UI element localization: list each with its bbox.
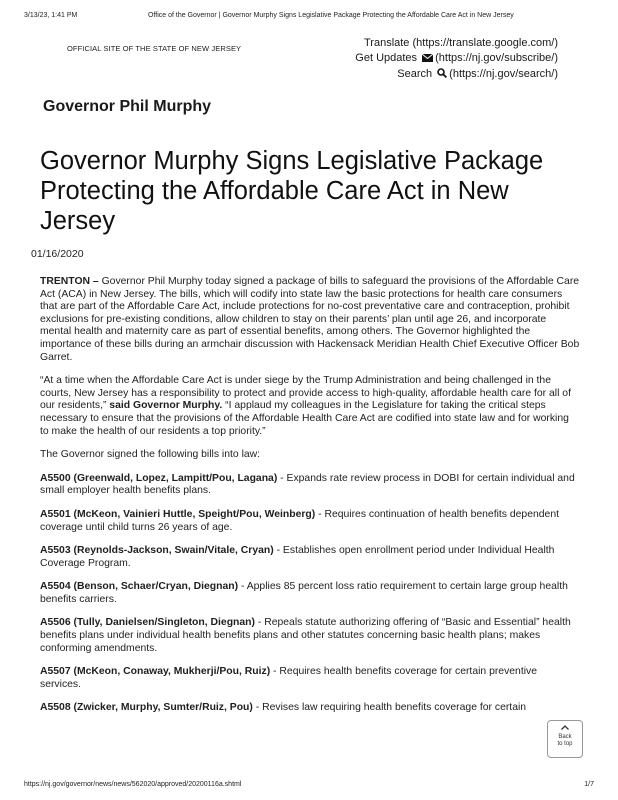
bill-item [40, 545, 580, 570]
dateline: TRENTON – [40, 276, 99, 287]
bill-desc: - Expands rate review process in DOBI for certain individual and small employer health benefits plans. [40, 472, 575, 497]
search-label: Search [397, 68, 433, 80]
bill-desc: - Requires continuation of health benefits dependent coverage until child turns 26 years of age. [40, 508, 559, 533]
bill-item [40, 509, 580, 534]
bill-desc: - Revises law requiring health benefits coverage for certain [252, 702, 527, 714]
bill-desc: - Establishes open enrollment period under Individual Health Coverage Program. [40, 545, 555, 569]
back-to-top-button[interactable] [547, 720, 583, 758]
bill-item [40, 702, 580, 715]
search-url: (https://nj.gov/search/) [449, 68, 558, 80]
get-updates-label: Get Updates [355, 52, 418, 64]
intro-paragraph [40, 276, 580, 364]
back-to-top-label-line1: Back [558, 734, 572, 740]
search-icon [437, 68, 447, 83]
print-url: https://nj.gov/governor/news/news/562020/approved/20200116a.shtml [24, 781, 242, 788]
bill-item [40, 473, 580, 498]
utility-links [355, 36, 558, 83]
bill-item [40, 666, 580, 691]
bill-id: A5503 (Reynolds-Jackson, Swain/Vitale, Cryan) [40, 545, 274, 557]
quote-part2: “I applaud my colleagues in the Legislature for taking the critical steps necessary to ensure that the provisions of the Affordable Health Care Act are codified into state law and for working to make the health of our residents a top priority.” [40, 400, 569, 437]
article-title: Governor Murphy Signs Legislative Package Protecting the Affordable Care Act in New Jersey [40, 147, 544, 235]
bill-id: A5506 (Tully, Danielsen/Singleton, Diegnan) [40, 617, 255, 629]
intro-text: Governor Phil Murphy today signed a package of bills to safeguard the provisions of the Affordable Care Act (ACA) in New Jersey. The bills, which will codify into state law the basic protections for health care consumers that are part of the Affordable Care Act, include protections for no-cost preventative care and contraception, prohibit exclusions for pre-existing conditions, allow children to stay on their parents’ plan until age 26, and incorporate mental health and maternity care as part of essential benefits, among others. The Governor highlighted the importance of these bills during an armchair discussion with Hackensack Meridian Health Chief Executive Officer Bob Garret. [40, 276, 580, 363]
quote-part1: “At a time when the Affordable Care Act is under siege by the Trump Administration and being challenged in the courts, New Jersey has a responsibility to protect and provide access to high-quality, affordable health care for all of our residents,” [40, 375, 571, 412]
get-updates-url: (https://nj.gov/subscribe/) [435, 52, 558, 64]
print-page-number: 1/7 [584, 781, 594, 788]
bill-id: A5501 (McKeon, Vainieri Huttle, Speight/Pou, Weinberg) [40, 508, 316, 520]
chevron-up-icon [548, 725, 582, 733]
envelope-icon [422, 52, 433, 67]
print-timestamp: 3/13/23, 1:41 PM [24, 12, 78, 19]
bill-id: A5504 (Benson, Schaer/Cryan, Diegnan) [40, 581, 239, 593]
bill-id: A5507 (McKeon, Conaway, Mukherji/Pou, Ruiz) [40, 666, 271, 678]
article-date: 01/16/2020 [31, 248, 84, 260]
bill-id: A5508 (Zwicker, Murphy, Sumter/Ruiz, Pou) [40, 702, 253, 714]
governor-name-link[interactable]: Governor Phil Murphy [43, 98, 212, 115]
official-site-label: OFFICIAL SITE OF THE STATE OF NEW JERSEY [67, 44, 242, 53]
article-body [40, 276, 580, 726]
back-to-top-label-line2: to top [557, 741, 573, 747]
translate-link[interactable]: Translate (https://translate.google.com/) [363, 37, 558, 49]
bills-intro: The Governor signed the following bills into law: [40, 449, 261, 461]
get-updates-link[interactable] [355, 51, 558, 67]
bill-id: A5500 (Greenwald, Lopez, Lampitt/Pou, Lagana) [40, 472, 278, 484]
quote-attribution: said Governor Murphy. [106, 400, 223, 412]
bill-item [40, 617, 580, 655]
bill-desc: - Applies 85 percent loss ratio requirement to certain large group health benefits carriers. [40, 581, 568, 605]
print-page-title: Office of the Governor | Governor Murphy Signs Legislative Package Protecting the Affordable Care Act in New Jersey [148, 12, 514, 19]
search-link[interactable] [355, 67, 558, 83]
bill-item [40, 581, 580, 606]
bill-desc: - Repeals statute authorizing offering of “Basic and Essential” health benefits plans under individual health benefits plans and other statutes concerning basic health plans; makes conforming amendments. [40, 617, 571, 654]
quote-paragraph [40, 375, 580, 438]
bill-desc: - Requires health benefits coverage for certain preventive services. [40, 666, 538, 690]
